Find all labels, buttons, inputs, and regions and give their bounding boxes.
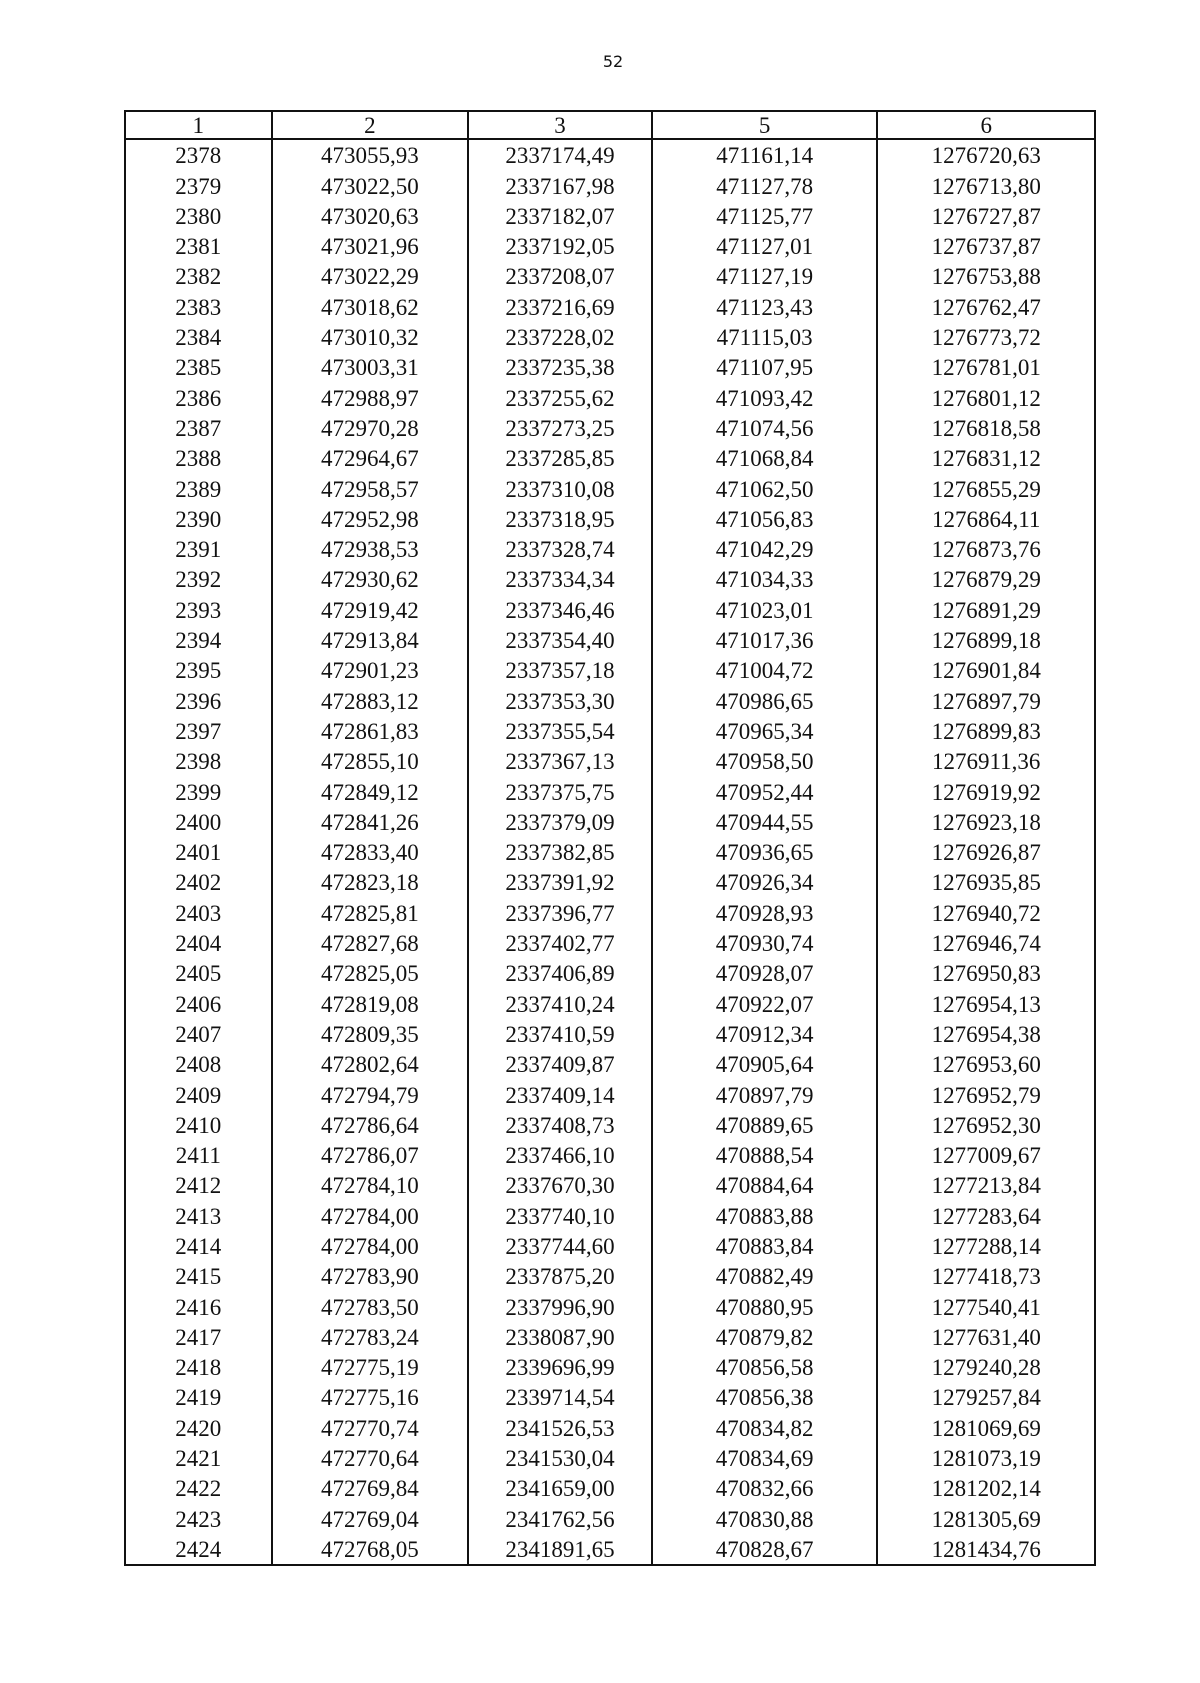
table-cell: 470832,66	[652, 1473, 877, 1503]
table-cell: 2337670,30	[468, 1170, 652, 1200]
table-cell: 472809,35	[272, 1019, 469, 1049]
table-cell: 1281073,19	[877, 1443, 1095, 1473]
table-cell: 2398	[125, 746, 272, 776]
table-cell: 1276831,12	[877, 443, 1095, 473]
table-cell: 2337396,77	[468, 897, 652, 927]
table-cell: 473003,31	[272, 352, 469, 382]
table-row	[125, 564, 1095, 594]
table-cell: 472901,23	[272, 655, 469, 685]
table-cell: 2396	[125, 685, 272, 715]
table-cell: 2419	[125, 1382, 272, 1412]
table-cell: 472919,42	[272, 594, 469, 624]
table-cell: 470856,58	[652, 1352, 877, 1382]
table-cell: 471056,83	[652, 504, 877, 534]
table-cell: 472784,00	[272, 1231, 469, 1261]
table-cell: 472988,97	[272, 382, 469, 412]
table-cell: 2337744,60	[468, 1231, 652, 1261]
table-row	[125, 1503, 1095, 1533]
table-body	[125, 139, 1095, 1565]
table-cell: 471017,36	[652, 625, 877, 655]
table-cell: 470958,50	[652, 746, 877, 776]
table-cell: 2337379,09	[468, 807, 652, 837]
table-cell: 2390	[125, 504, 272, 534]
table-cell: 471125,77	[652, 201, 877, 231]
table-cell: 2378	[125, 139, 272, 170]
table-cell: 2380	[125, 201, 272, 231]
table-cell: 472827,68	[272, 928, 469, 958]
table-cell: 1276897,79	[877, 685, 1095, 715]
table-row	[125, 988, 1095, 1018]
table-cell: 470897,79	[652, 1079, 877, 1109]
column-header: 1	[125, 111, 272, 139]
table-cell: 2337996,90	[468, 1291, 652, 1321]
table-cell: 470880,95	[652, 1291, 877, 1321]
table-row	[125, 807, 1095, 837]
table-cell: 2341659,00	[468, 1473, 652, 1503]
table-cell: 470944,55	[652, 807, 877, 837]
table-cell: 2384	[125, 322, 272, 352]
coordinates-table	[124, 110, 1096, 1566]
table-cell: 1276954,38	[877, 1019, 1095, 1049]
table-cell: 1276923,18	[877, 807, 1095, 837]
table-cell: 470884,64	[652, 1170, 877, 1200]
table-header-row	[125, 111, 1095, 139]
table-cell: 2404	[125, 928, 272, 958]
table-cell: 472794,79	[272, 1079, 469, 1109]
table-cell: 471023,01	[652, 594, 877, 624]
table-cell: 2337410,24	[468, 988, 652, 1018]
table-cell: 473021,96	[272, 231, 469, 261]
table-cell: 472958,57	[272, 473, 469, 503]
table-row	[125, 139, 1095, 170]
table-cell: 472770,74	[272, 1412, 469, 1442]
table-cell: 471161,14	[652, 139, 877, 170]
table-cell: 472849,12	[272, 776, 469, 806]
table-cell: 472775,19	[272, 1352, 469, 1382]
table-cell: 2337208,07	[468, 261, 652, 291]
table-cell: 470888,54	[652, 1140, 877, 1170]
table-cell: 2337391,92	[468, 867, 652, 897]
table-cell: 473010,32	[272, 322, 469, 352]
table-cell: 2379	[125, 170, 272, 200]
table-cell: 471062,50	[652, 473, 877, 503]
table-cell: 472770,64	[272, 1443, 469, 1473]
table-cell: 2337273,25	[468, 413, 652, 443]
table-cell: 2337354,40	[468, 625, 652, 655]
table-cell: 2411	[125, 1140, 272, 1170]
table-cell: 472913,84	[272, 625, 469, 655]
table-cell: 472786,64	[272, 1110, 469, 1140]
table-cell: 472855,10	[272, 746, 469, 776]
table-cell: 2337875,20	[468, 1261, 652, 1291]
table-cell: 470828,67	[652, 1534, 877, 1565]
table-row	[125, 1231, 1095, 1261]
table-cell: 1276818,58	[877, 413, 1095, 443]
table-cell: 1277283,64	[877, 1200, 1095, 1230]
table-cell: 1276954,13	[877, 988, 1095, 1018]
table-cell: 472952,98	[272, 504, 469, 534]
table-row	[125, 1049, 1095, 1079]
table-row	[125, 746, 1095, 776]
table-cell: 472784,10	[272, 1170, 469, 1200]
table-row	[125, 352, 1095, 382]
table-cell: 470834,69	[652, 1443, 877, 1473]
table-row	[125, 1291, 1095, 1321]
table-cell: 2337228,02	[468, 322, 652, 352]
table-cell: 2420	[125, 1412, 272, 1442]
table-cell: 472783,50	[272, 1291, 469, 1321]
table-cell: 2393	[125, 594, 272, 624]
table-cell: 471107,95	[652, 352, 877, 382]
table-cell: 2418	[125, 1352, 272, 1382]
table-cell: 1276879,29	[877, 564, 1095, 594]
table-cell: 2337375,75	[468, 776, 652, 806]
table-cell: 473022,50	[272, 170, 469, 200]
table-row	[125, 776, 1095, 806]
table-cell: 2337466,10	[468, 1140, 652, 1170]
table-cell: 2339714,54	[468, 1382, 652, 1412]
table-row	[125, 534, 1095, 564]
table-cell: 1277213,84	[877, 1170, 1095, 1200]
column-header: 2	[272, 111, 469, 139]
table-cell: 2387	[125, 413, 272, 443]
table-cell: 473020,63	[272, 201, 469, 231]
table-cell: 472769,04	[272, 1503, 469, 1533]
table-row	[125, 897, 1095, 927]
table-cell: 470882,49	[652, 1261, 877, 1291]
table-row	[125, 928, 1095, 958]
column-header: 5	[652, 111, 877, 139]
table-cell: 470965,34	[652, 716, 877, 746]
table-cell: 2341530,04	[468, 1443, 652, 1473]
page-number: 52	[602, 52, 624, 71]
table-cell: 2337410,59	[468, 1019, 652, 1049]
table-cell: 2337402,77	[468, 928, 652, 958]
table-cell: 2414	[125, 1231, 272, 1261]
table-cell: 2416	[125, 1291, 272, 1321]
table-cell: 2337182,07	[468, 201, 652, 231]
table-cell: 1281305,69	[877, 1503, 1095, 1533]
table-cell: 1276952,79	[877, 1079, 1095, 1109]
table-cell: 472823,18	[272, 867, 469, 897]
table-row	[125, 867, 1095, 897]
column-header: 6	[877, 111, 1095, 139]
table-cell: 1276935,85	[877, 867, 1095, 897]
table-cell: 472825,81	[272, 897, 469, 927]
table-cell: 2386	[125, 382, 272, 412]
table-cell: 2337328,74	[468, 534, 652, 564]
table-cell: 470952,44	[652, 776, 877, 806]
table-row	[125, 1200, 1095, 1230]
table-cell: 472783,24	[272, 1322, 469, 1352]
table-cell: 471068,84	[652, 443, 877, 473]
table-cell: 2405	[125, 958, 272, 988]
table-cell: 2341762,56	[468, 1503, 652, 1533]
table-cell: 1281202,14	[877, 1473, 1095, 1503]
table-row	[125, 716, 1095, 746]
table-cell: 470928,07	[652, 958, 877, 988]
table-row	[125, 1019, 1095, 1049]
table-cell: 1281069,69	[877, 1412, 1095, 1442]
table-cell: 1276773,72	[877, 322, 1095, 352]
table-cell: 2337255,62	[468, 382, 652, 412]
table-cell: 471034,33	[652, 564, 877, 594]
table-cell: 2403	[125, 897, 272, 927]
table-cell: 470883,84	[652, 1231, 877, 1261]
table-row	[125, 201, 1095, 231]
table-cell: 1277418,73	[877, 1261, 1095, 1291]
table-cell: 2381	[125, 231, 272, 261]
table-row	[125, 504, 1095, 534]
table-cell: 472970,28	[272, 413, 469, 443]
table-row	[125, 1473, 1095, 1503]
table-cell: 2397	[125, 716, 272, 746]
table-cell: 1276899,83	[877, 716, 1095, 746]
table-cell: 470883,88	[652, 1200, 877, 1230]
table-row	[125, 1382, 1095, 1412]
table-cell: 2402	[125, 867, 272, 897]
table-cell: 2424	[125, 1534, 272, 1565]
table-cell: 1276801,12	[877, 382, 1095, 412]
table-cell: 472930,62	[272, 564, 469, 594]
table-cell: 1276864,11	[877, 504, 1095, 534]
table-cell: 1276737,87	[877, 231, 1095, 261]
table-cell: 2337409,14	[468, 1079, 652, 1109]
table-cell: 2337367,13	[468, 746, 652, 776]
table-cell: 1276855,29	[877, 473, 1095, 503]
table-cell: 1276720,63	[877, 139, 1095, 170]
table-cell: 2395	[125, 655, 272, 685]
table-cell: 1276919,92	[877, 776, 1095, 806]
table-cell: 2337357,18	[468, 655, 652, 685]
table-cell: 472768,05	[272, 1534, 469, 1565]
table-cell: 1276901,84	[877, 655, 1095, 685]
table-cell: 470834,82	[652, 1412, 877, 1442]
table-cell: 470830,88	[652, 1503, 877, 1533]
table-cell: 2337408,73	[468, 1110, 652, 1140]
table-row	[125, 1352, 1095, 1382]
table-cell: 2337334,34	[468, 564, 652, 594]
table-cell: 2337285,85	[468, 443, 652, 473]
table-cell: 470926,34	[652, 867, 877, 897]
table-cell: 2337382,85	[468, 837, 652, 867]
table-cell: 2422	[125, 1473, 272, 1503]
table-cell: 2412	[125, 1170, 272, 1200]
table-cell: 2399	[125, 776, 272, 806]
table-cell: 2338087,90	[468, 1322, 652, 1352]
table-cell: 2392	[125, 564, 272, 594]
table-cell: 1281434,76	[877, 1534, 1095, 1565]
table-cell: 1276940,72	[877, 897, 1095, 927]
table-cell: 472883,12	[272, 685, 469, 715]
table-row	[125, 382, 1095, 412]
table-cell: 2421	[125, 1443, 272, 1473]
table-cell: 2401	[125, 837, 272, 867]
table-cell: 2382	[125, 261, 272, 291]
table-cell: 1276727,87	[877, 201, 1095, 231]
table-cell: 2341891,65	[468, 1534, 652, 1565]
table-cell: 470912,34	[652, 1019, 877, 1049]
table-cell: 2407	[125, 1019, 272, 1049]
table-row	[125, 958, 1095, 988]
table-cell: 472783,90	[272, 1261, 469, 1291]
table-cell: 1276873,76	[877, 534, 1095, 564]
table-row	[125, 473, 1095, 503]
table-cell: 471127,19	[652, 261, 877, 291]
table-cell: 471074,56	[652, 413, 877, 443]
table-cell: 470930,74	[652, 928, 877, 958]
table-row	[125, 655, 1095, 685]
table-cell: 471127,78	[652, 170, 877, 200]
table-row	[125, 625, 1095, 655]
table-row	[125, 1170, 1095, 1200]
table-cell: 470905,64	[652, 1049, 877, 1079]
table-cell: 472819,08	[272, 988, 469, 1018]
table-cell: 473055,93	[272, 139, 469, 170]
table-row	[125, 1261, 1095, 1291]
table-cell: 1276891,29	[877, 594, 1095, 624]
table-cell: 1276899,18	[877, 625, 1095, 655]
table-cell: 473018,62	[272, 291, 469, 321]
table-cell: 2337235,38	[468, 352, 652, 382]
column-header: 3	[468, 111, 652, 139]
table-cell: 1279257,84	[877, 1382, 1095, 1412]
table-row	[125, 291, 1095, 321]
table-cell: 471127,01	[652, 231, 877, 261]
table-row	[125, 1443, 1095, 1473]
table-cell: 1276753,88	[877, 261, 1095, 291]
table-cell: 2408	[125, 1049, 272, 1079]
table-cell: 1276946,74	[877, 928, 1095, 958]
table-cell: 472775,16	[272, 1382, 469, 1412]
table-cell: 2389	[125, 473, 272, 503]
table-row	[125, 594, 1095, 624]
table-cell: 1276950,83	[877, 958, 1095, 988]
table-cell: 2337740,10	[468, 1200, 652, 1230]
table-cell: 2388	[125, 443, 272, 473]
table-cell: 2337216,69	[468, 291, 652, 321]
table-cell: 2417	[125, 1322, 272, 1352]
table-cell: 2339696,99	[468, 1352, 652, 1382]
table-row	[125, 1534, 1095, 1565]
table-cell: 472802,64	[272, 1049, 469, 1079]
table-cell: 2337409,87	[468, 1049, 652, 1079]
table-row	[125, 1140, 1095, 1170]
table-cell: 2337310,08	[468, 473, 652, 503]
table-row	[125, 1412, 1095, 1442]
table-cell: 2337346,46	[468, 594, 652, 624]
table-cell: 2337167,98	[468, 170, 652, 200]
table-cell: 1276953,60	[877, 1049, 1095, 1079]
table-cell: 472861,83	[272, 716, 469, 746]
table-row	[125, 1079, 1095, 1109]
table-cell: 472841,26	[272, 807, 469, 837]
table-cell: 2423	[125, 1503, 272, 1533]
table-cell: 472769,84	[272, 1473, 469, 1503]
table-row	[125, 413, 1095, 443]
table-row	[125, 685, 1095, 715]
table-cell: 2406	[125, 988, 272, 1018]
table-cell: 1276762,47	[877, 291, 1095, 321]
table-cell: 472964,67	[272, 443, 469, 473]
table-cell: 471115,03	[652, 322, 877, 352]
table-cell: 2415	[125, 1261, 272, 1291]
table-cell: 470879,82	[652, 1322, 877, 1352]
table-cell: 2337174,49	[468, 139, 652, 170]
table-cell: 1276926,87	[877, 837, 1095, 867]
table-cell: 471093,42	[652, 382, 877, 412]
table-row	[125, 170, 1095, 200]
table-cell: 470986,65	[652, 685, 877, 715]
table-cell: 471004,72	[652, 655, 877, 685]
table-cell: 1279240,28	[877, 1352, 1095, 1382]
table-row	[125, 322, 1095, 352]
table-cell: 2409	[125, 1079, 272, 1109]
table-row	[125, 837, 1095, 867]
table-row	[125, 231, 1095, 261]
table-cell: 472786,07	[272, 1140, 469, 1170]
table-cell: 2394	[125, 625, 272, 655]
table-cell: 470928,93	[652, 897, 877, 927]
table-row	[125, 443, 1095, 473]
table-cell: 1277631,40	[877, 1322, 1095, 1352]
table-cell: 470856,38	[652, 1382, 877, 1412]
table-cell: 472784,00	[272, 1200, 469, 1230]
table-cell: 2337353,30	[468, 685, 652, 715]
table-cell: 1276911,36	[877, 746, 1095, 776]
table-cell: 472938,53	[272, 534, 469, 564]
table-cell: 1276781,01	[877, 352, 1095, 382]
table-cell: 2400	[125, 807, 272, 837]
table-cell: 470922,07	[652, 988, 877, 1018]
table-cell: 2385	[125, 352, 272, 382]
table-cell: 2337355,54	[468, 716, 652, 746]
table-cell: 470889,65	[652, 1110, 877, 1140]
table-cell: 473022,29	[272, 261, 469, 291]
table-cell: 2413	[125, 1200, 272, 1230]
table-row	[125, 1110, 1095, 1140]
table-cell: 2337192,05	[468, 231, 652, 261]
table-cell: 2337406,89	[468, 958, 652, 988]
table-cell: 2391	[125, 534, 272, 564]
table-row	[125, 261, 1095, 291]
table-cell: 2410	[125, 1110, 272, 1140]
table-cell: 471042,29	[652, 534, 877, 564]
table-cell: 472833,40	[272, 837, 469, 867]
table-cell: 2341526,53	[468, 1412, 652, 1442]
table-cell: 2337318,95	[468, 504, 652, 534]
table-cell: 2383	[125, 291, 272, 321]
table-cell: 1277540,41	[877, 1291, 1095, 1321]
table-cell: 1277009,67	[877, 1140, 1095, 1170]
table-cell: 471123,43	[652, 291, 877, 321]
table-cell: 470936,65	[652, 837, 877, 867]
table-cell: 472825,05	[272, 958, 469, 988]
table-cell: 1277288,14	[877, 1231, 1095, 1261]
table-cell: 1276952,30	[877, 1110, 1095, 1140]
table-cell: 1276713,80	[877, 170, 1095, 200]
table-row	[125, 1322, 1095, 1352]
